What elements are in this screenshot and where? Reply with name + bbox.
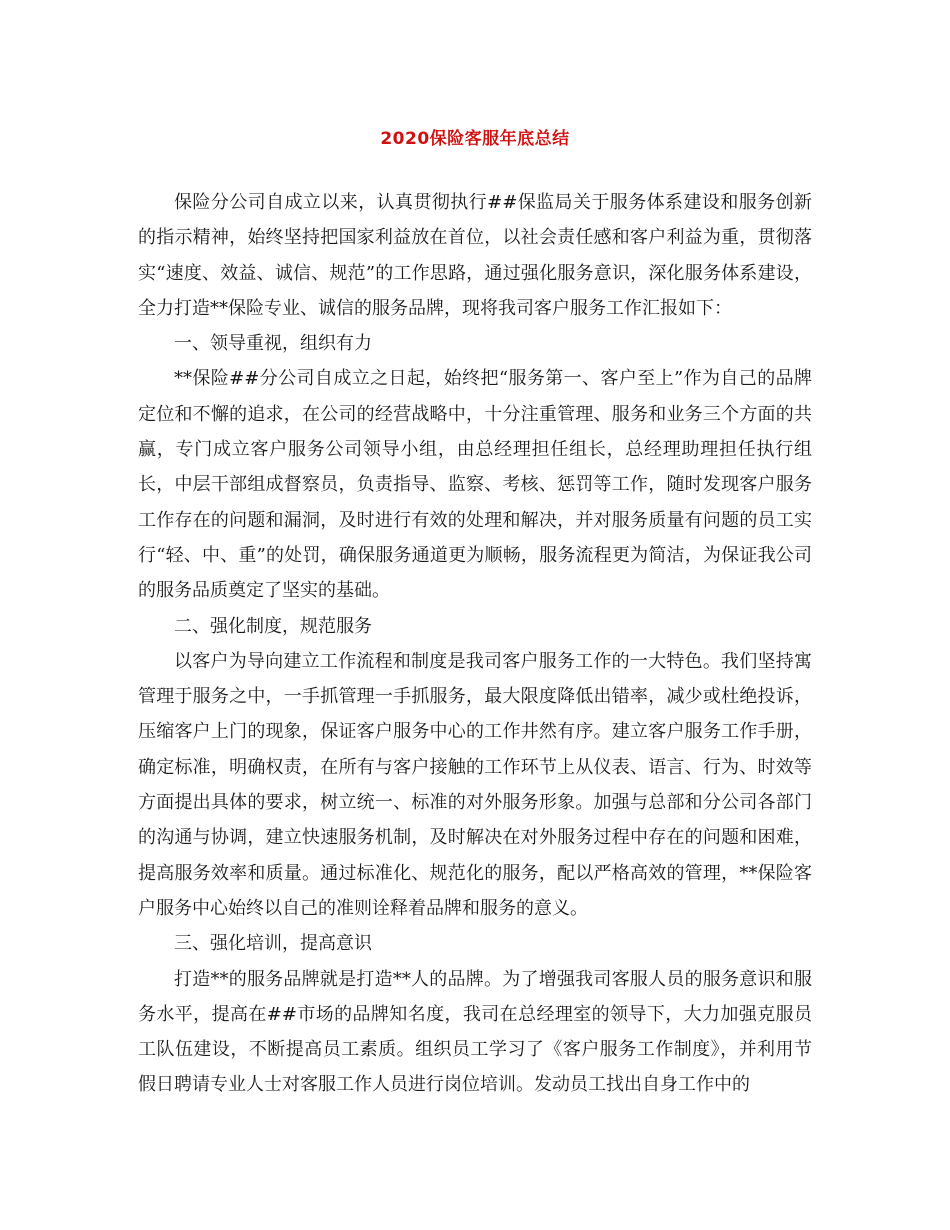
section-1-paragraph: **保险##分公司自成立之日起，始终把“服务第一、客户至上”作为自己的品牌定位和不懈的追求，在公司的经营战略中，十分注重管理、服务和业务三个方面的共赢，专门成立客户服务公司领导小组，由总经理担任组长，总经理助理担任执行组长，中层干部组成督察员，负责指导、监察、考核、惩罚等工作，随时发现客户服务工作存在的问题和漏洞，及时进行有效的处理和解决，并对服务质量有问题的员工实行“轻、中、重”的处罚，确保服务通道更为顺畅，服务流程更为简洁，为保证我公司的服务品质奠定了坚实的基础。: [138, 368, 812, 602]
intro-paragraph: 保险分公司自成立以来，认真贯彻执行##保监局关于服务体系建设和服务创新的指示精神，始终坚持把国家利益放在首位，以社会责任感和客户利益为重，贯彻落实“速度、效益、诚信、规范”的工作思路，通过强化服务意识，深化服务体系建设，全力打造**保险专业、诚信的服务品牌，现将我司客户服务工作汇报如下：: [138, 192, 812, 319]
section-3-heading: 三、强化培训，提高意识: [174, 933, 372, 955]
section-2-paragraph: 以客户为导向建立工作流程和制度是我司客户服务工作的一大特色。我们坚持寓管理于服务之中，一手抓管理一手抓服务，最大限度降低出错率，减少或杜绝投诉，压缩客户上门的现象，保证客户服务中心的工作井然有序。建立客户服务工作手册，确定标准，明确权责，在所有与客户接触的工作环节上从仪表、语言、行为、时效等方面提出具体的要求，树立统一、标准的对外服务形象。加强与总部和分公司各部门的沟通与协调，建立快速服务机制，及时解决在对外服务过程中存在的问题和困难，提高服务效率和质量。通过标准化、规范化的服务，配以严格高效的管理，**保险客户服务中心始终以自己的准则诠释着品牌和服务的意义。: [138, 650, 812, 919]
section-3-paragraph: 打造**的服务品牌就是打造**人的品牌。为了增强我司客服人员的服务意识和服务水平，提高在##市场的品牌知名度，我司在总经理室的领导下，大力加强克服员工队伍建设，不断提高员工素质。组织员工学习了《客户服务工作制度》，并利用节假日聘请专业人士对客服工作人员进行岗位培训。发动员工找出自身工作中的: [138, 968, 812, 1096]
section-2-heading: 二、强化制度，规范服务: [174, 615, 372, 637]
section-1-heading: 一、领导重视，组织有力: [174, 333, 372, 355]
document-body: [138, 185, 812, 1103]
document-title: 2020保险客服年底总结: [380, 129, 570, 149]
